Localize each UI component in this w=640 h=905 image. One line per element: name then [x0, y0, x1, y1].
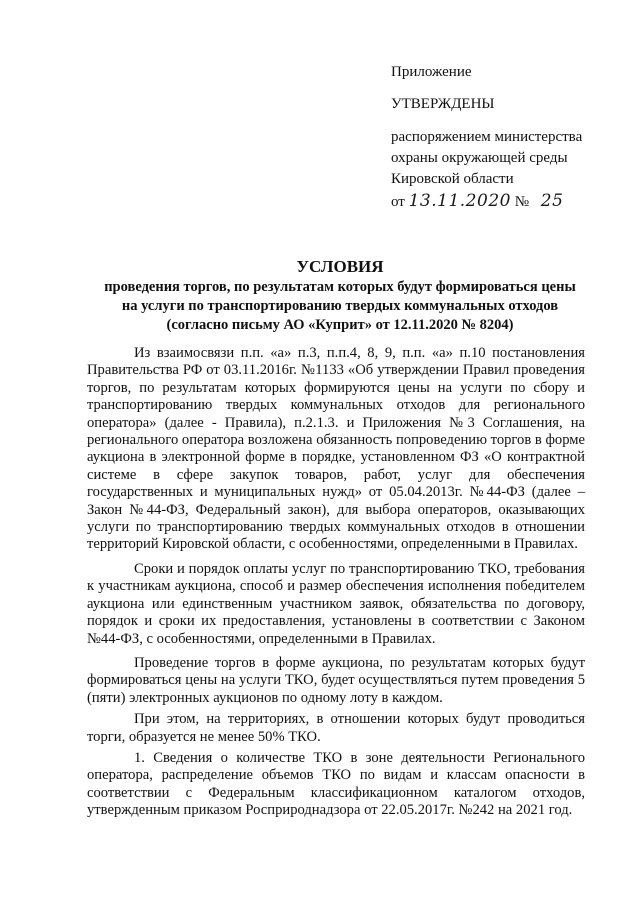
handwritten-date: 13.11.2020 — [408, 191, 511, 211]
paragraph-payment-terms: Сроки и порядок оплаты услуг по транспортированию ТКО, требования к участникам аукциона, способ и размер обеспечения исполнения победителем аукциона или единственным участником заявок, обязательства по договору, порядок и сроки их предоставления, установлены в соответствии с Законом №44-ФЗ, с особенностями, определенными в Правилах. — [87, 560, 585, 647]
document-title — [60, 257, 620, 335]
handwritten-number: 25 — [540, 191, 564, 211]
document-body — [87, 345, 585, 820]
title-heading: УСЛОВИЯ — [296, 257, 384, 276]
title-line-2: на услуги по транспортированию твердых коммунальных отходов — [121, 298, 559, 314]
authority-line-3: Кировской области — [391, 171, 514, 187]
number-prefix: № — [514, 194, 530, 210]
approved-label: УТВЕРЖДЕНЫ — [391, 96, 495, 112]
approval-authority — [391, 127, 582, 190]
paragraph-section-1: 1. Сведения о количестве ТКО в зоне деятельности Регионального оператора, распределение объемов ТКО по видам и классам опасности в соответствии с Федеральным классификационном каталогом отходов, утвержденным приказом Росприроднадзора от 22.05.2017г. №242 на 2021 год. — [87, 749, 585, 819]
approval-date-number — [391, 191, 563, 212]
appendix-label: Приложение — [391, 64, 472, 80]
paragraph-auction-format: Проведение торгов в форме аукциона, по результатам которых будут формироваться цены на услуги ТКО, будет осуществляться путем проведения 5 (пяти) электронных аукционов по одному лоту в каждом. — [87, 654, 585, 706]
paragraph-legal-basis: Из взаимосвязи п.п. «а» п.3, п.п.4, 8, 9, п.п. «а» п.10 постановления Правительства РФ от 03.11.2016г. №1133 «Об утверждении Правил проведения торгов, по результатам которых формируются цены на услуги по сбору и транспортированию твердых коммунальных отходов для регионального оператора» (далее - Правила), п.2.1.3. и Приложения №3 Соглашения, на регионального оператора возложена обязанность попроведению торгов в форме аукциона в электронной форме в порядке, установленном ФЗ «О контрактной системе в сфере закупок товаров, работ, услуг для обеспечения государственных и муниципальных нужд» от 05.04.2013г. №44-ФЗ (далее – Закон №44-ФЗ, Федеральный закон), для выбора операторов, оказывающих услуги по транспортированию твердых коммунальных отходов в отношении территорий Кировской области, с особенностями, определенными в Правилах. — [87, 345, 585, 553]
title-line-1: проведения торгов, по результатам которых будут формироваться цены — [104, 279, 576, 295]
authority-line-1: распоряжением министерства — [391, 129, 583, 145]
paragraph-waste-share: При этом, на территориях, в отношении которых будут проводиться торги, образуется не менее 50% ТКО. — [87, 711, 585, 745]
authority-line-2: охраны окружающей среды — [391, 150, 568, 166]
title-line-3: (согласно письму АО «Куприт» от 12.11.2020 № 8204) — [166, 317, 514, 333]
date-prefix: от — [391, 194, 405, 210]
